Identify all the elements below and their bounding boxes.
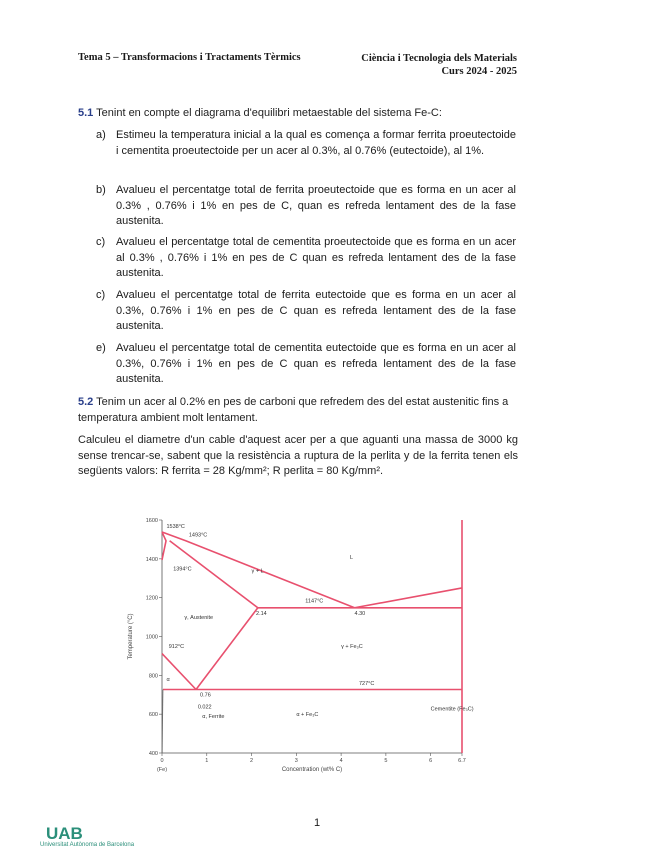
q52-intro — [78, 395, 518, 426]
item-label: a) — [96, 129, 106, 141]
fe-c-phase-diagram — [120, 510, 480, 780]
header-topic: Tema 5 – Transformacions i Tractaments Tèrmics — [78, 52, 301, 63]
x-origin-label: (Fe) — [156, 767, 168, 773]
q52-paragraph: Calculeu el diametre d'un cable d'aquest acer per a que aguanti una massa de 3000 kg sense trencar-se, sabent que la resistència a ruptura de la perlita y de la ferrita tenen els següents valors: R ferrita = 28 Kg/mm²; R perlita = 80 Kg/mm². — [78, 434, 518, 477]
item-text: Avalueu el percentatge total de ferrita eutectoide que es forma en un acer al 0.3%, 0.76% i 1% en pes de C quan es refreda lentament des de la fase austenita. — [116, 289, 516, 332]
y-tick-label: 1200 — [145, 595, 158, 602]
y-tick-label: 400 — [148, 751, 158, 757]
annotation-label: 727°C — [359, 681, 375, 688]
q51-intro — [78, 106, 518, 122]
q51-intro-text: Tenint en compte el diagrama d'equilibri metaestable del sistema Fe-C: — [96, 107, 442, 119]
phase-line-a3 — [162, 654, 196, 690]
annotation-label: α, Ferrite — [202, 714, 225, 721]
phase-line-solidus — [170, 541, 258, 608]
header-year: Curs 2024 - 2025 — [441, 66, 517, 77]
annotation-label: Cementite (Fe₃C) — [430, 706, 474, 713]
item-label: c) — [96, 236, 106, 248]
uab-logo-subtitle: Universitat Autònoma de Barcelona — [40, 842, 135, 848]
annotation-label: 2.14 — [256, 611, 267, 618]
annotation-label: 0.76 — [200, 692, 211, 699]
annotation-label: 0.022 — [197, 704, 212, 711]
item-label: b) — [96, 184, 106, 196]
y-axis-title: Temperature (°C) — [128, 613, 134, 660]
item-text: Avalueu el percentatge total de ferrita proeutectoide que es forma en un acer al 0.3% , 0.76% i 1% en pes de C, quan es refreda lentament des de la fase austenita. — [116, 184, 516, 227]
annotation-label: γ + L — [251, 568, 264, 575]
y-tick-label: 600 — [148, 712, 158, 719]
x-tick-label: 5 — [384, 758, 388, 764]
x-tick-label: 6 — [429, 758, 433, 764]
page-number: 1 — [314, 817, 321, 829]
phase-line-liquidus-right — [355, 588, 462, 608]
item-text: Avalueu el percentatge total de cementita eutectoide que es forma en un acer al 0.3%, 0.76% i 1% en pes de C quan es refreda lentament des de la fase austenita. — [116, 342, 516, 385]
annotation-label: 912°C — [168, 644, 185, 651]
annotation-label: 1394°C — [173, 566, 192, 573]
annotation-label: L — [350, 554, 354, 561]
item-text: Avalueu el percentatge total de cementita proeutectoide que es forma en un acer al 0.3% , 0.76% i 1% en pes de C quan es refreda lentament des de la fase austenita. — [116, 236, 516, 279]
x-tick-label: 4 — [339, 758, 343, 764]
item-text: Estimeu la temperatura inicial a la qual es comença a formar ferrita proeutectoide i cementita proeutectoide per un acer al 0.3%, al 0.76% (eutectoide), al 1%. — [116, 129, 516, 157]
y-tick-label: 1000 — [145, 634, 158, 641]
x-tick-label: 0 — [160, 758, 164, 764]
uab-logo: UAB — [46, 824, 83, 843]
header-course — [361, 52, 517, 78]
item-label: e) — [96, 342, 106, 354]
annotation-label: γ + Fe₃C — [341, 644, 363, 651]
q52-number: 5.2 — [78, 396, 94, 408]
x-tick-label: 1 — [205, 758, 209, 764]
y-tick-label: 1600 — [145, 518, 158, 524]
x-tick-label: 6.7 — [458, 758, 466, 764]
header-subject: Ciència i Tecnologia dels Materials — [361, 53, 517, 64]
annotation-label: 1493°C — [188, 532, 208, 539]
annotation-label: 1147°C — [305, 598, 324, 605]
x-axis-title: Concentration (wt% C) — [281, 767, 343, 773]
x-tick-label: 2 — [250, 758, 254, 764]
annotation-label: α + Fe₃C — [296, 712, 319, 719]
phase-line-delta-region — [162, 532, 166, 560]
y-tick-label: 1400 — [145, 556, 158, 563]
q52-intro-text: Tenim un acer al 0.2% en pes de carboni que refredem des del estat austenitic fins a temperatura ambient molt lentament. — [78, 396, 509, 424]
annotation-label: α — [166, 677, 170, 684]
q51-number: 5.1 — [78, 107, 94, 119]
x-tick-label: 3 — [294, 758, 298, 764]
y-tick-label: 800 — [148, 673, 158, 680]
annotation-label: γ, Austenite — [184, 615, 214, 622]
annotation-label: 1538°C — [166, 523, 185, 530]
item-label: c) — [96, 289, 106, 301]
annotation-label: 4.30 — [354, 611, 366, 618]
